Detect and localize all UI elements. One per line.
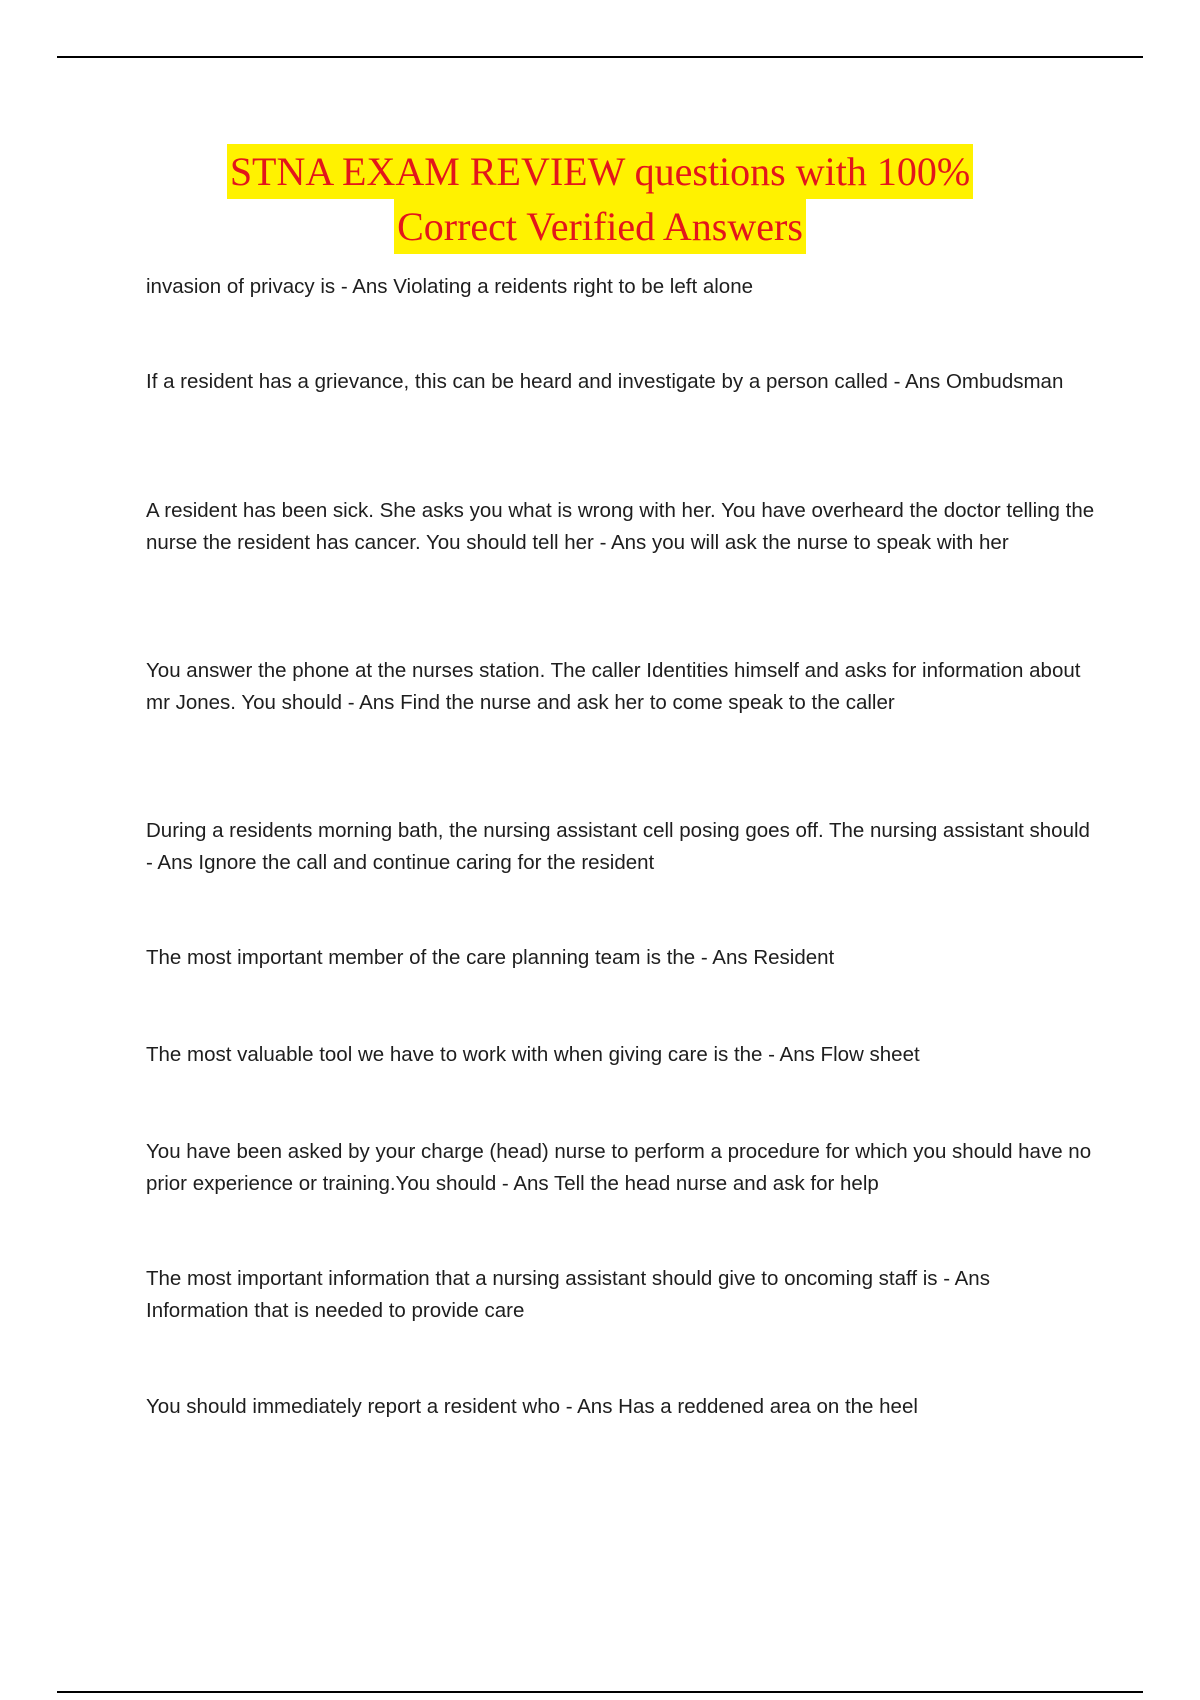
qa-item-6: The most important member of the care planning team is the - Ans Resident bbox=[146, 946, 835, 969]
qa-item-1: invasion of privacy is - Ans Violating a reidents right to be left alone bbox=[146, 275, 753, 298]
qa-item-5: During a residents morning bath, the nursing assistant cell posing goes off. The nursing assistant should - Ans Ignore the call and continue caring for the resident bbox=[146, 819, 1090, 874]
qa-item-7: The most valuable tool we have to work with when giving care is the - Ans Flow sheet bbox=[146, 1043, 920, 1066]
qa-item-10: You should immediately report a resident who - Ans Has a reddened area on the heel bbox=[146, 1395, 918, 1418]
qa-item-4: You answer the phone at the nurses station. The caller Identities himself and asks for information about mr Jones. You should - Ans Find the nurse and ask her to come speak to the caller bbox=[146, 659, 1081, 714]
title-line-2: Correct Verified Answers bbox=[394, 199, 806, 254]
title-line-1: STNA EXAM REVIEW questions with 100% bbox=[227, 144, 973, 199]
qa-item-8: You have been asked by your charge (head) nurse to perform a procedure for which you should have no prior experience or training.You should - Ans Tell the head nurse and ask for help bbox=[146, 1140, 1092, 1195]
document-title bbox=[0, 144, 1200, 254]
header-rule bbox=[57, 56, 1143, 58]
qa-item-3: A resident has been sick. She asks you what is wrong with her. You have overheard the doctor telling the nurse the resident has cancer. You should tell her - Ans you will ask the nurse to speak with her bbox=[146, 499, 1095, 554]
qa-item-9: The most important information that a nursing assistant should give to oncoming staff is - Ans Information that is needed to provide care bbox=[146, 1267, 990, 1322]
footer-rule bbox=[57, 1691, 1143, 1693]
qa-item-2: If a resident has a grievance, this can be heard and investigate by a person called - Ans Ombudsman bbox=[146, 370, 1064, 393]
